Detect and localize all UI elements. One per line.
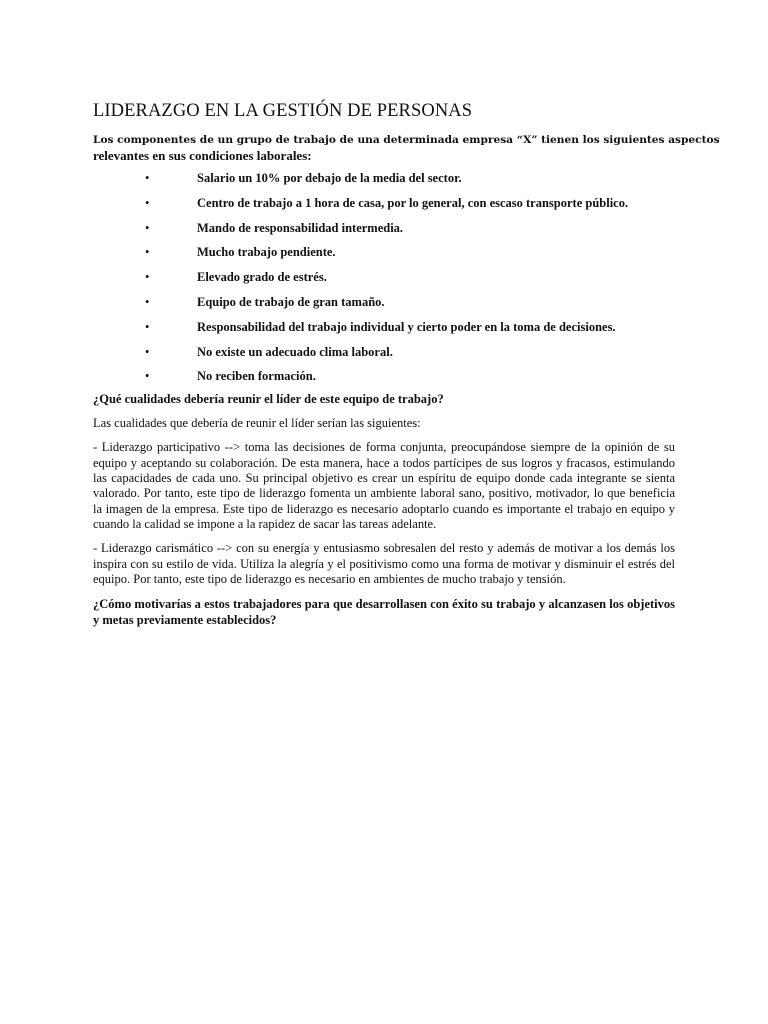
bullet-icon: • xyxy=(145,369,150,384)
list-item-text: Mando de responsabilidad intermedia. xyxy=(197,220,404,235)
bullet-icon: • xyxy=(145,220,150,235)
document-page xyxy=(93,100,720,628)
bullet-icon: • xyxy=(145,195,150,210)
list-item xyxy=(93,244,675,260)
paragraph-charismatic-leadership: - Liderazgo carismático --> con su energía y entusiasmo sobresalen del resto y además de motivar a los demás los inspira con su estilo de vida. Utiliza la alegría y el positivismo como una forma de motivar y disminuir el estrés del equipo. Por tanto, este tipo de liderazgo es necesario en ambientes de mucho trabajo y tensión. xyxy=(93,541,675,586)
bullet-icon: • xyxy=(145,270,150,285)
answer-intro: Las cualidades que debería de reunir el líder serían las siguientes: xyxy=(93,416,421,431)
list-item-text: No reciben formación. xyxy=(197,369,316,384)
intro-paragraph xyxy=(93,132,720,164)
list-item xyxy=(93,269,675,285)
list-item-text: Centro de trabajo a 1 hora de casa, por lo general, con escaso transporte público. xyxy=(197,195,629,210)
bullet-icon: • xyxy=(145,171,150,185)
intro-line-2: relevantes en sus condiciones laborales: xyxy=(93,148,312,163)
paragraph-participative-leadership: - Liderazgo participativo --> toma las decisiones de forma conjunta, preocupándose siempre de la opinión de su equipo y aceptando su colaboración. De esta manera, hace a todos partícipes de sus logros y fracasos, estimulando las capacidades de cada uno. Su principal objetivo es crear un espíritu de equipo donde cada integrante se sienta valorado. Por tanto, este tipo de liderazgo fomenta un ambiente laboral sano, positivo, motivador, lo que beneficia la imagen de la empresa. Este tipo de liderazgo es necesario adoptarlo cuando es importante el trabajo en equipo y cuando la calidad se impone a la rapidez de sacar las tareas adelante. xyxy=(93,440,675,531)
question-1: ¿Qué cualidades debería reunir el líder de este equipo de trabajo? xyxy=(93,392,444,407)
conditions-list xyxy=(93,170,675,384)
question-2: ¿Cómo motivarías a estos trabajadores para que desarrollasen con éxito su trabajo y alcanzasen los objetivos y metas previamente establecidos? xyxy=(93,597,675,628)
list-item xyxy=(93,170,675,186)
list-item xyxy=(93,344,675,360)
list-item-text: Responsabilidad del trabajo individual y cierto poder en la toma de decisiones. xyxy=(197,319,616,334)
list-item xyxy=(93,195,675,211)
list-item-text: Elevado grado de estrés. xyxy=(197,270,327,285)
bullet-icon: • xyxy=(145,245,150,260)
list-item-text: No existe un adecuado clima laboral. xyxy=(197,344,393,359)
bullet-icon: • xyxy=(145,319,150,334)
list-item xyxy=(93,368,675,384)
list-item xyxy=(93,220,675,236)
intro-line-1: Los componentes de un grupo de trabajo de una determinada empresa “X” tienen los siguientes aspectos xyxy=(93,134,720,146)
list-item-text: Mucho trabajo pendiente. xyxy=(197,245,336,260)
bullet-icon: • xyxy=(145,344,150,359)
bullet-icon: • xyxy=(145,294,150,309)
list-item-text: Equipo de trabajo de gran tamaño. xyxy=(197,294,385,309)
list-item xyxy=(93,294,675,310)
list-item-text: Salario un 10% por debajo de la media del sector. xyxy=(197,171,462,185)
list-item xyxy=(93,319,675,335)
document-title: LIDERAZGO EN LA GESTIÓN DE PERSONAS xyxy=(93,101,473,121)
